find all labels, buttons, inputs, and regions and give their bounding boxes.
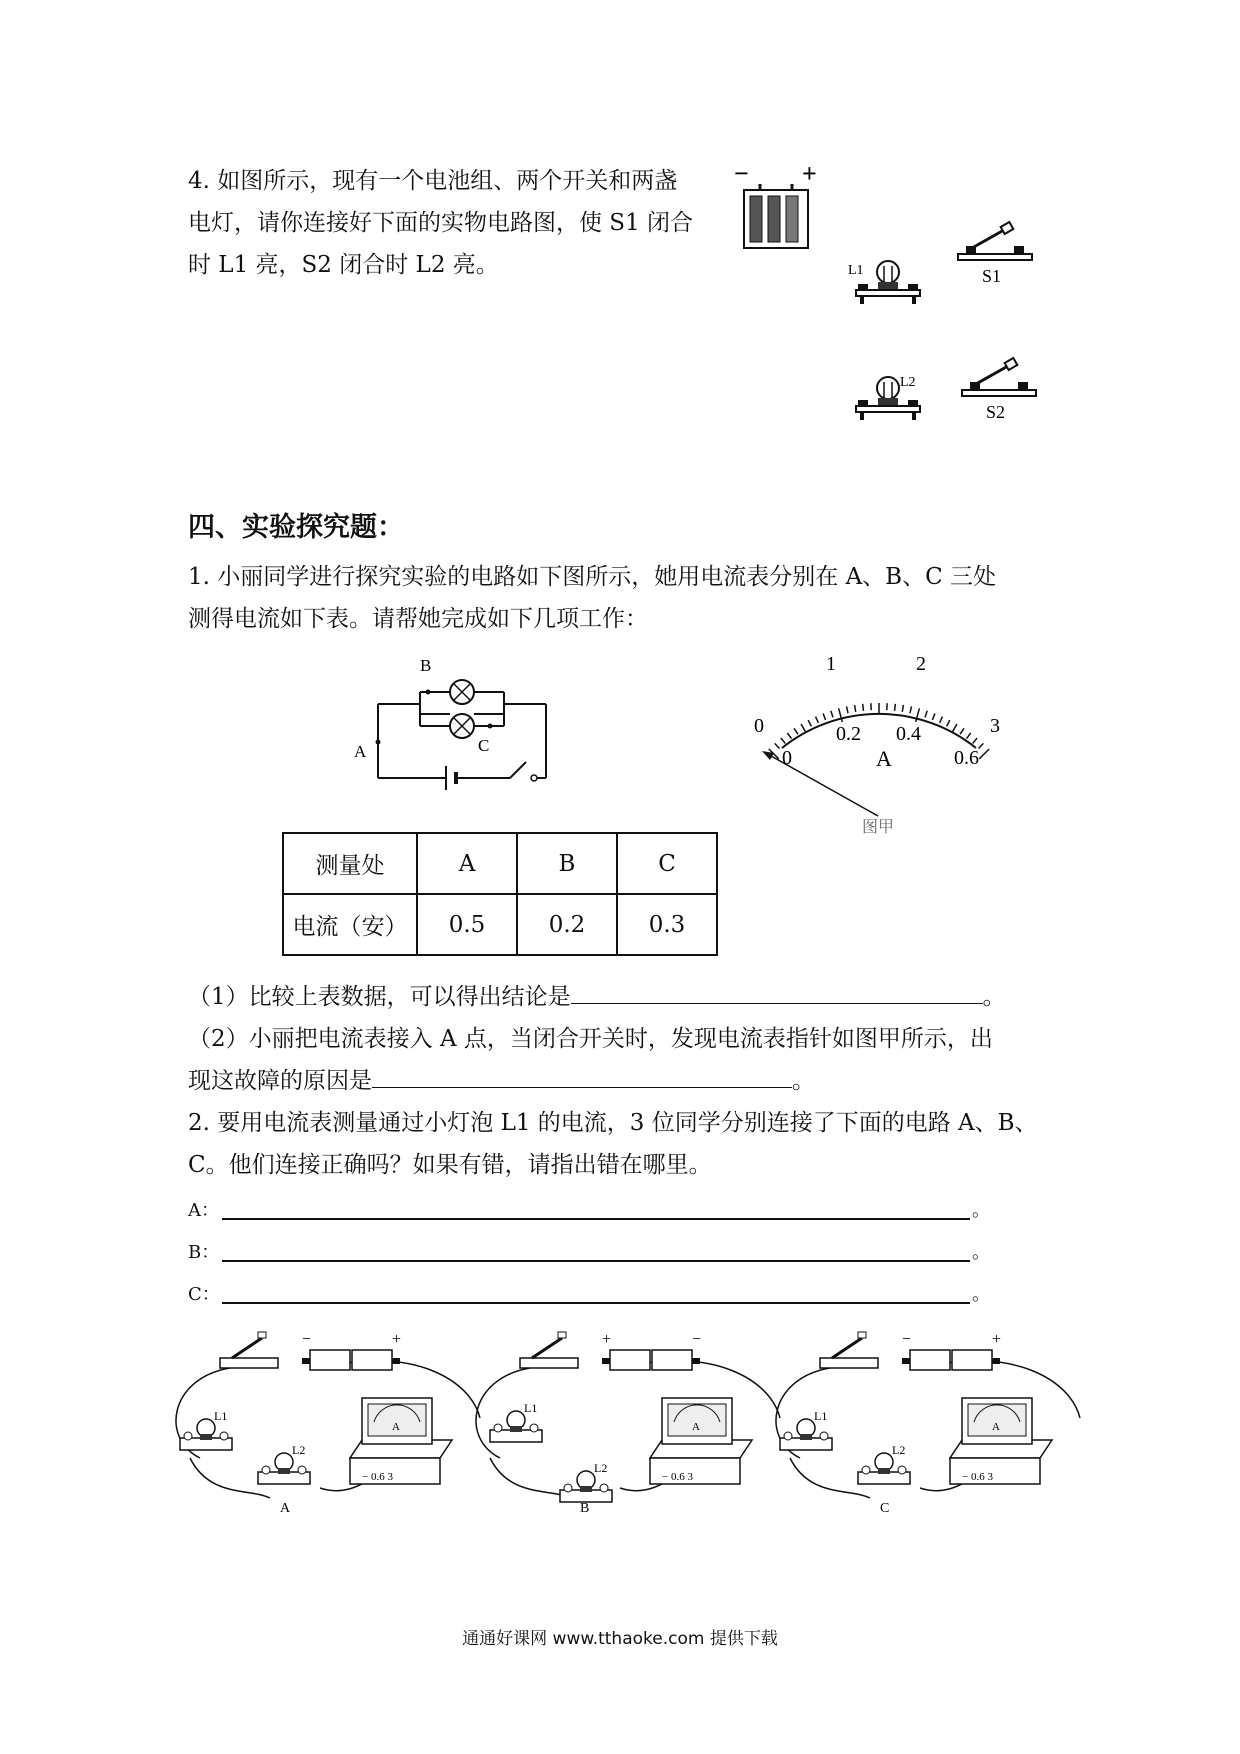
table-cell: 0.3 [617,894,717,955]
dial-tick [775,743,780,748]
battery-plus-label: + [802,160,817,188]
lamp-l2-icon [858,1443,910,1484]
tick-lower-0.6: 0.6 [954,747,979,769]
answer-b-label: B： [188,1242,220,1263]
ammeter-unit: A [992,1421,1000,1433]
dial-tick [863,704,864,711]
tick-upper-1: 1 [826,653,836,675]
footer: 通通好课网 www.tthaoke.com 提供下载 [462,1629,778,1649]
dial-tick [787,733,791,739]
table-cell: 测量处 [283,833,417,894]
section-title: 四、实验探究题： [188,512,404,543]
dial-tick [847,706,848,713]
lamp-b-icon [450,680,474,704]
q2-answer-a [188,1196,219,1222]
switch-s1-label: S1 [982,266,1002,286]
tick-upper-0: 0 [754,715,764,737]
lamp-l1-icon [490,1401,542,1442]
lamp-l1-icon [780,1409,832,1450]
lamp-label: L1 [814,1409,828,1423]
switch-icon [820,1332,878,1368]
dial-tick [960,728,964,734]
table-cell: 0.5 [417,894,517,955]
dial-tick [801,724,806,733]
lamp-l1-icon [848,261,920,304]
dial-tick [910,706,911,713]
lamp-c-icon [450,714,474,738]
q4-components [730,160,1070,450]
dial-tick [979,749,989,759]
ammeter-scale: − 0.6 3 [362,1471,393,1483]
table-cell: C [617,833,717,894]
battery-symbol-icon [446,766,456,790]
meter-caption: 图甲 [862,819,895,836]
dial-tick [794,728,798,734]
circuit-figure-a [176,1331,480,1516]
switch-icon [220,1332,278,1368]
dial-tick [808,720,811,726]
battery-icon [734,160,817,248]
figure-caption: C [880,1501,890,1516]
q2-answer-c [188,1280,220,1306]
dial-tick [781,738,785,743]
point-c-label: C [478,736,490,755]
answer-blank-1[interactable] [571,981,983,1004]
lamp-l2-icon [856,375,920,420]
lamp-label: L2 [292,1443,306,1457]
dial-tick [947,720,950,726]
dial-tick [816,717,819,723]
table-cell: 电流（安） [283,894,417,955]
switch-s1-icon [958,222,1032,286]
dial-tick [823,713,826,720]
ammeter-unit: A [392,1421,400,1433]
lamp-l1-label: L1 [848,263,864,278]
q1-sub1 [188,976,1006,1018]
answer-blank-2[interactable] [372,1065,792,1088]
tick-lower-0: 0 [782,747,792,769]
meter-unit-label: A [876,746,892,771]
battery-minus-label: − [734,160,749,188]
battery-pack-icon [602,1350,700,1370]
terminal-right-label: − [692,1331,702,1348]
dial-tick [979,743,984,748]
dial-tick [940,717,943,723]
q4-text [188,160,728,286]
q2-line2: C。他们连接正确吗？如果有错，请指出错在哪里。 [188,1152,712,1178]
answer-a-end: 。 [972,1200,990,1221]
lamp-label: L2 [594,1461,608,1475]
circuit-figure-c [776,1331,1080,1516]
figure-caption: A [280,1501,291,1516]
q1-sub2 [188,1018,1068,1102]
q1-sub2-end: 。 [792,1068,815,1094]
ammeter-icon [350,1398,452,1484]
lamp-l2-icon [560,1461,612,1502]
dial-tick [902,705,903,712]
q1-line1: 1. 小丽同学进行探究实验的电路如下图所示，她用电流表分别在 A、B、C 三处 [188,564,996,590]
q1-circuit-diagram [340,650,560,790]
dial-tick [925,711,927,718]
lamp-l2-icon [258,1443,310,1484]
ammeter-scale: − 0.6 3 [662,1471,693,1483]
answer-line-c[interactable] [222,1302,970,1304]
terminal-left-label: − [302,1331,312,1348]
ammeter-icon [650,1398,752,1484]
table-cell: A [417,833,517,894]
q2-circuit-figures [170,1308,1110,1518]
switch-s2-label: S2 [986,402,1006,422]
terminal-right-label: + [992,1331,1002,1348]
lamp-label: L1 [524,1401,538,1415]
ammeter-unit: A [692,1421,700,1433]
current-table [282,832,718,956]
ammeter-icon [950,1398,1052,1484]
q1-sub1-text: （1）比较上表数据，可以得出结论是 [188,984,571,1010]
q4-line3: 时 L1 亮，S2 闭合时 L2 亮。 [188,252,499,278]
ammeter-dial [740,640,1020,840]
q1-sub1-end: 。 [982,984,1006,1010]
point-b-label: B [420,656,432,675]
tick-lower-0.2: 0.2 [836,723,861,745]
table-row [283,833,717,894]
q2-line1: 2. 要用电流表测量通过小灯泡 L1 的电流，3 位同学分别连接了下面的电路 A、B、 [188,1110,1038,1136]
dial-tick [855,705,856,712]
figure-caption: B [580,1501,590,1516]
dial-tick [973,738,977,743]
tick-upper-3: 3 [990,715,1000,737]
answer-a-label: A： [188,1200,219,1221]
dial-tick [831,711,833,718]
lamp-label: L1 [214,1409,228,1423]
dial-tick [895,704,896,711]
q1-sub2-line1: （2）小丽把电流表接入 A 点，当闭合开关时，发现电流表指针如图甲所示，出 [188,1026,993,1052]
q4-line2: 电灯，请你连接好下面的实物电路图，使 S1 闭合 [188,210,694,236]
ammeter-scale: − 0.6 3 [962,1471,993,1483]
dial-tick [932,713,935,720]
q1-line2: 测得电流如下表。请帮她完成如下几项工作： [188,606,648,632]
q2-text [188,1102,1068,1186]
q1-text [188,556,1068,640]
answer-c-label: C： [188,1284,220,1305]
answer-line-a[interactable] [222,1218,970,1220]
answer-line-b[interactable] [222,1260,970,1262]
meter-needle [764,752,878,816]
tick-lower-0.4: 0.4 [896,723,921,745]
table-row [283,894,717,955]
lamp-label: L2 [892,1443,906,1457]
q1-sub2-line2: 现这故障的原因是 [188,1068,372,1094]
table-cell: 0.2 [517,894,617,955]
battery-pack-icon [902,1350,1000,1370]
battery-pack-icon [302,1350,400,1370]
terminal-right-label: + [392,1331,402,1348]
switch-icon [520,1332,578,1368]
answer-b-end: 。 [972,1242,990,1263]
terminal-left-label: + [602,1331,612,1348]
dial-tick [952,724,957,733]
answer-c-end: 。 [972,1284,990,1305]
q2-answer-b [188,1238,219,1264]
q4-line1: 4. 如图所示，现有一个电池组、两个开关和两盏 [188,168,678,194]
lamp-l2-label: L2 [900,375,916,390]
point-a-label: A [354,742,367,761]
terminal-left-label: − [902,1331,912,1348]
switch-s2-icon [962,358,1036,422]
tick-upper-2: 2 [916,653,926,675]
circuit-figure-b [476,1331,780,1516]
table-cell: B [517,833,617,894]
lamp-l1-icon [180,1409,232,1450]
dial-tick [967,733,971,739]
